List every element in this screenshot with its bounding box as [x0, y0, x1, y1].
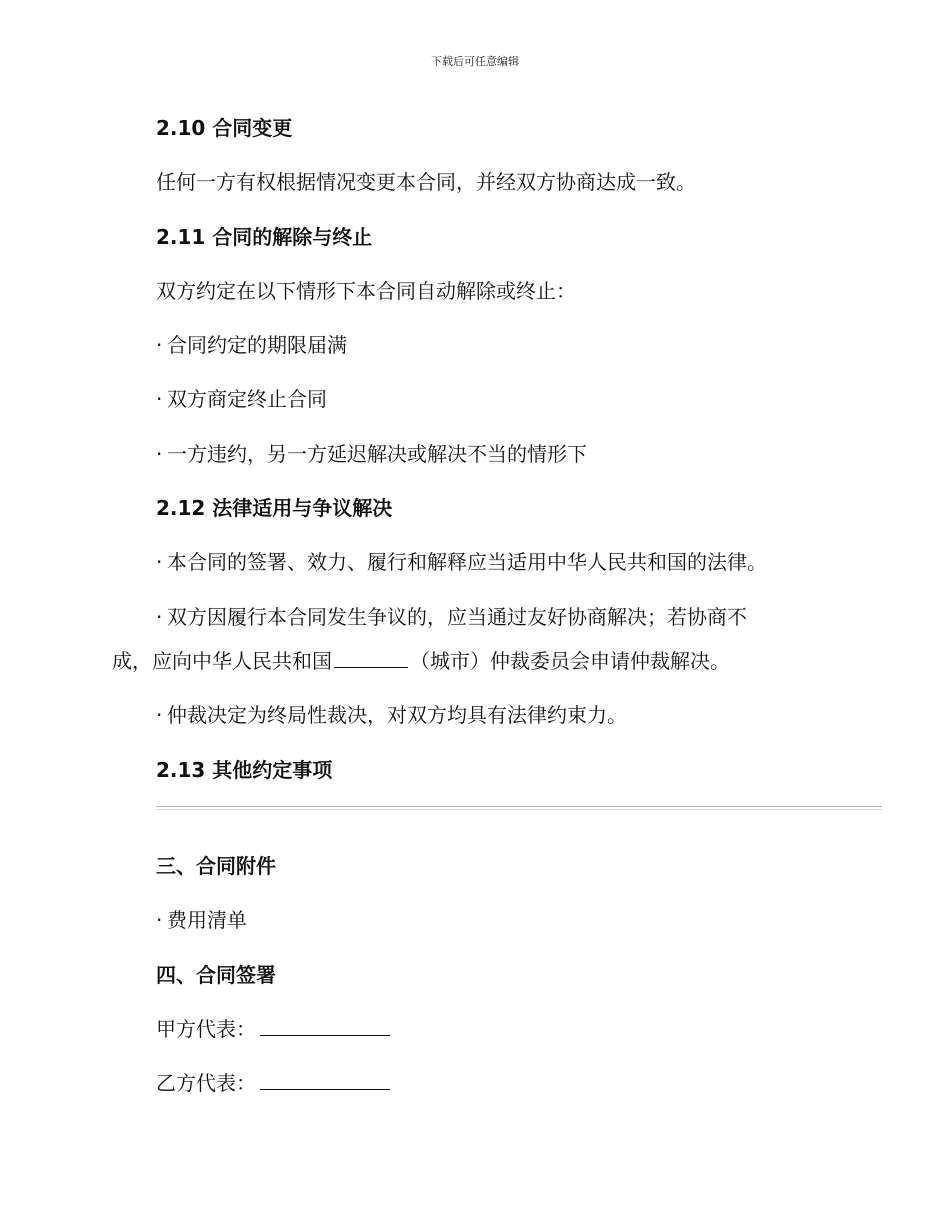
bullet-icon: · — [156, 908, 163, 932]
section-3-title: 三、合同附件 — [156, 854, 276, 878]
section-2-10-title: 2.10 合同变更 — [156, 116, 293, 140]
bullet-icon: · — [156, 333, 163, 357]
party-b-label: 乙方代表： — [156, 1071, 256, 1095]
continuation-text: 成，应向中华人民共和国 — [112, 649, 332, 673]
party-b-signature-line — [156, 1069, 390, 1097]
continuation-text-end: （城市）仲裁委员会申请仲裁解决。 — [410, 649, 730, 673]
list-item — [156, 701, 627, 729]
party-b-signature-field[interactable] — [260, 1069, 390, 1090]
bullet-icon: · — [156, 605, 163, 629]
list-item-text: 费用清单 — [167, 908, 247, 932]
section-2-13-title: 2.13 其他约定事项 — [156, 758, 333, 782]
list-item-continuation — [112, 647, 730, 675]
city-blank-field[interactable] — [334, 647, 408, 668]
list-item — [156, 331, 347, 359]
party-a-label: 甲方代表： — [156, 1017, 256, 1041]
section-2-11-intro: 双方约定在以下情形下本合同自动解除或终止： — [156, 279, 576, 303]
bullet-icon: · — [156, 550, 163, 574]
list-item — [156, 385, 327, 413]
bullet-icon: · — [156, 387, 163, 411]
party-a-signature-field[interactable] — [260, 1015, 390, 1036]
section-2-10-body: 任何一方有权根据情况变更本合同，并经双方协商达成一致。 — [156, 170, 696, 194]
list-item-text: 合同约定的期限届满 — [167, 333, 347, 357]
list-item — [156, 906, 247, 934]
list-item-text: 一方违约，另一方延迟解决或解决不当的情形下 — [167, 442, 587, 466]
bullet-icon: · — [156, 703, 163, 727]
horizontal-divider — [156, 806, 882, 810]
bullet-icon: · — [156, 442, 163, 466]
list-item-text: 双方因履行本合同发生争议的，应当通过友好协商解决；若协商不 — [167, 605, 747, 629]
list-item — [156, 440, 587, 468]
list-item-text: 仲裁决定为终局性裁决，对双方均具有法律约束力。 — [167, 703, 627, 727]
party-a-signature-line — [156, 1015, 390, 1043]
list-item — [156, 603, 747, 631]
list-item — [156, 548, 767, 576]
list-item-text: 本合同的签署、效力、履行和解释应当适用中华人民共和国的法律。 — [167, 550, 767, 574]
page-header: 下载后可任意编辑 — [431, 55, 519, 68]
section-2-12-title: 2.12 法律适用与争议解决 — [156, 496, 393, 520]
list-item-text: 双方商定终止合同 — [167, 387, 327, 411]
section-4-title: 四、合同签署 — [156, 963, 276, 987]
section-2-11-title: 2.11 合同的解除与终止 — [156, 225, 373, 249]
